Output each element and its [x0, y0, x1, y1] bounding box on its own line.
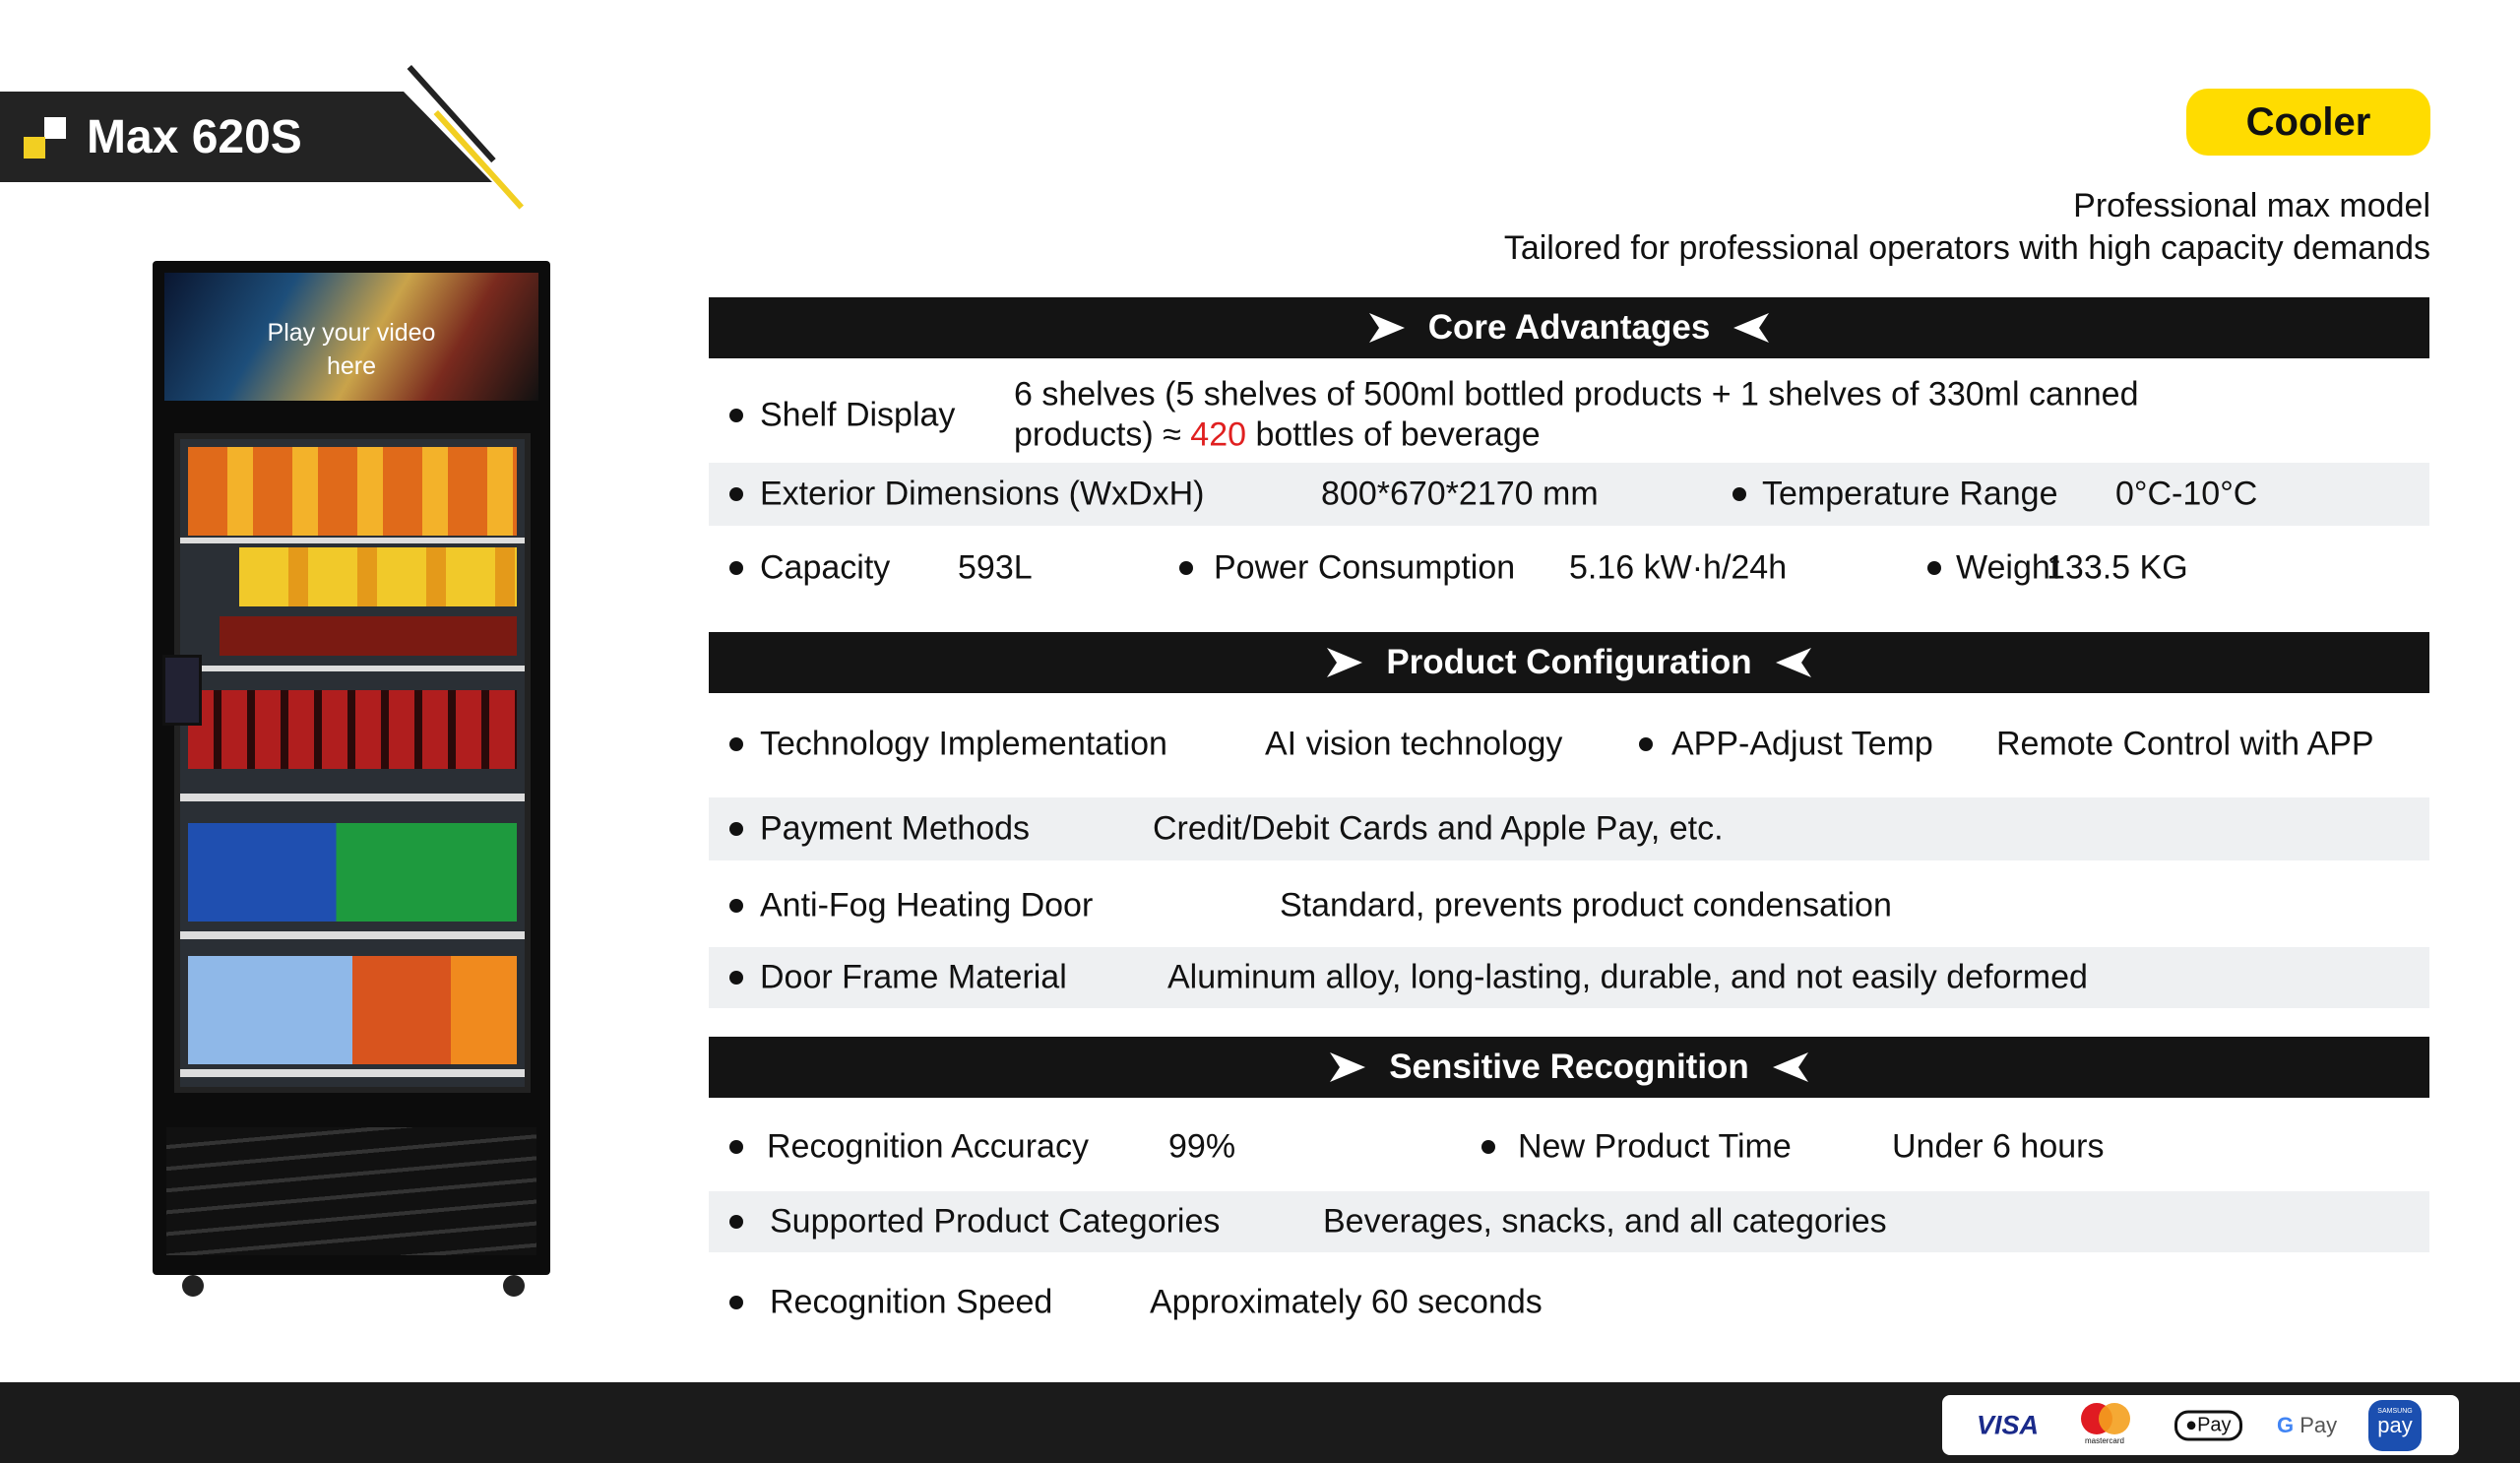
- arrow-left-icon: [1771, 1050, 1810, 1084]
- spec-value: Aluminum alloy, long-lasting, durable, and not easily deformed: [1167, 958, 2088, 996]
- mastercard-logo: [2075, 1401, 2134, 1450]
- section-title: Core Advantages: [1427, 308, 1711, 347]
- bullet: [1927, 561, 1941, 575]
- bullet: [1481, 1140, 1495, 1154]
- spec-row-door-frame: [709, 947, 2429, 1008]
- spec-label: Supported Product Categories: [770, 1202, 1221, 1240]
- spec-value: Remote Control with APP: [1996, 725, 2374, 763]
- category-badge: Cooler: [2186, 89, 2430, 156]
- spec-row-technology: [709, 712, 2429, 777]
- google-pay-logo: G Pay: [2277, 1412, 2338, 1437]
- bullet: [729, 737, 743, 751]
- bullet: [1732, 487, 1746, 501]
- spec-label: Recognition Accuracy: [767, 1127, 1089, 1165]
- spec-value: Credit/Debit Cards and Apple Pay, etc.: [1153, 809, 1724, 848]
- screen-text: Play your video: [267, 319, 436, 347]
- spec-value: Approximately 60 seconds: [1150, 1283, 1543, 1320]
- spec-row-dimensions: [709, 463, 2429, 526]
- spec-label: Payment Methods: [760, 809, 1031, 848]
- mastercard-text: mastercard: [2084, 1435, 2124, 1445]
- glass-door: [174, 433, 531, 1093]
- spec-value: 5.16 kW·h/24h: [1569, 548, 1788, 586]
- arrow-right-icon: [1367, 311, 1407, 345]
- wheel: [503, 1275, 525, 1297]
- bullet: [1639, 737, 1653, 751]
- arrow-left-icon: [1774, 646, 1813, 679]
- section-title: Sensitive Recognition: [1389, 1048, 1749, 1086]
- cooler-product-image: [153, 261, 554, 1304]
- spec-row-categories: [709, 1191, 2429, 1252]
- section-header-core-advantages: [709, 297, 2429, 358]
- spec-label: Technology Implementation: [760, 725, 1167, 763]
- side-tablet: [162, 655, 202, 726]
- spec-value: 0°C-10°C: [2115, 475, 2258, 513]
- apple-pay-logo: ●Pay: [2174, 1410, 2242, 1440]
- spec-row-payment: [709, 797, 2429, 860]
- bullet: [729, 487, 743, 501]
- spec-value-text: bottles of beverage: [1246, 415, 1541, 454]
- wheel: [182, 1275, 204, 1297]
- arrow-right-icon: [1325, 646, 1364, 679]
- bullet: [729, 822, 743, 836]
- video-screen: [164, 273, 538, 401]
- base-grille: [166, 1127, 536, 1255]
- samsung-pay-text: pay: [2377, 1412, 2413, 1437]
- spec-row-accuracy: [709, 1114, 2429, 1178]
- section-header-product-configuration: [709, 632, 2429, 693]
- spec-value: 593L: [958, 548, 1033, 586]
- bullet: [729, 1140, 743, 1154]
- payment-methods-strip: [1942, 1395, 2459, 1455]
- spec-label: Door Frame Material: [760, 958, 1067, 996]
- bullet: [729, 1296, 743, 1309]
- spec-label: Weight: [1956, 548, 2060, 586]
- screen-text: here: [326, 352, 377, 380]
- section-title: Product Configuration: [1386, 643, 1752, 681]
- arrow-left-icon: [1732, 311, 1771, 345]
- apple-pay-text: Pay: [2197, 1414, 2232, 1435]
- subtitle-line-2: Tailored for professional operators with high capacity demands: [1503, 229, 2430, 267]
- spec-value: Beverages, snacks, and all categories: [1323, 1202, 1887, 1240]
- spec-value: Under 6 hours: [1892, 1127, 2105, 1165]
- spec-value: 99%: [1168, 1127, 1236, 1165]
- bullet: [1179, 561, 1193, 575]
- spec-label: New Product Time: [1518, 1127, 1792, 1165]
- subtitle-line-1: Professional max model: [2073, 187, 2430, 224]
- spec-value: 800*670*2170 mm: [1321, 475, 1599, 513]
- bullet: [729, 971, 743, 985]
- spec-row-capacity: [709, 536, 2429, 600]
- spec-value: Standard, prevents product condensation: [1280, 886, 1892, 923]
- spec-value: 6 shelves (5 shelves of 500ml bottled products + 1 shelves of 330ml canned: [1014, 375, 2139, 413]
- bullet: [729, 409, 743, 422]
- spec-label: Shelf Display: [760, 396, 956, 434]
- spec-label: Power Consumption: [1214, 548, 1516, 586]
- spec-label: Recognition Speed: [770, 1283, 1053, 1320]
- spec-label: APP-Adjust Temp: [1671, 725, 1933, 763]
- spec-value: [1014, 416, 1541, 455]
- spec-row-anti-fog: [709, 873, 2429, 937]
- spec-row-shelf: [709, 373, 2429, 458]
- section-header-sensitive-recognition: [709, 1037, 2429, 1098]
- spec-label: Temperature Range: [1762, 475, 2058, 513]
- samsung-text: SAMSUNG: [2377, 1407, 2413, 1415]
- google-pay-text: Pay: [2300, 1412, 2338, 1437]
- visa-logo: VISA: [1977, 1410, 2040, 1439]
- bullet: [729, 561, 743, 575]
- spec-value-text: products) ≈: [1014, 415, 1191, 454]
- bullet: [729, 899, 743, 913]
- spec-value: AI vision technology: [1265, 725, 1563, 763]
- arrow-right-icon: [1328, 1050, 1367, 1084]
- bottle-count: 420: [1190, 415, 1247, 454]
- spec-label: Exterior Dimensions (WxDxH): [760, 475, 1205, 513]
- spec-label: Capacity: [760, 548, 891, 586]
- spec-label: Anti-Fog Heating Door: [760, 886, 1094, 923]
- logo-square-white: [44, 117, 66, 139]
- spec-row-speed: [709, 1270, 2429, 1334]
- bullet: [729, 1215, 743, 1229]
- product-title: Max 620S: [87, 111, 302, 163]
- spec-value: 133.5 KG: [2047, 548, 2188, 586]
- logo-square-yellow: [24, 137, 45, 159]
- samsung-pay-logo: [2368, 1400, 2422, 1451]
